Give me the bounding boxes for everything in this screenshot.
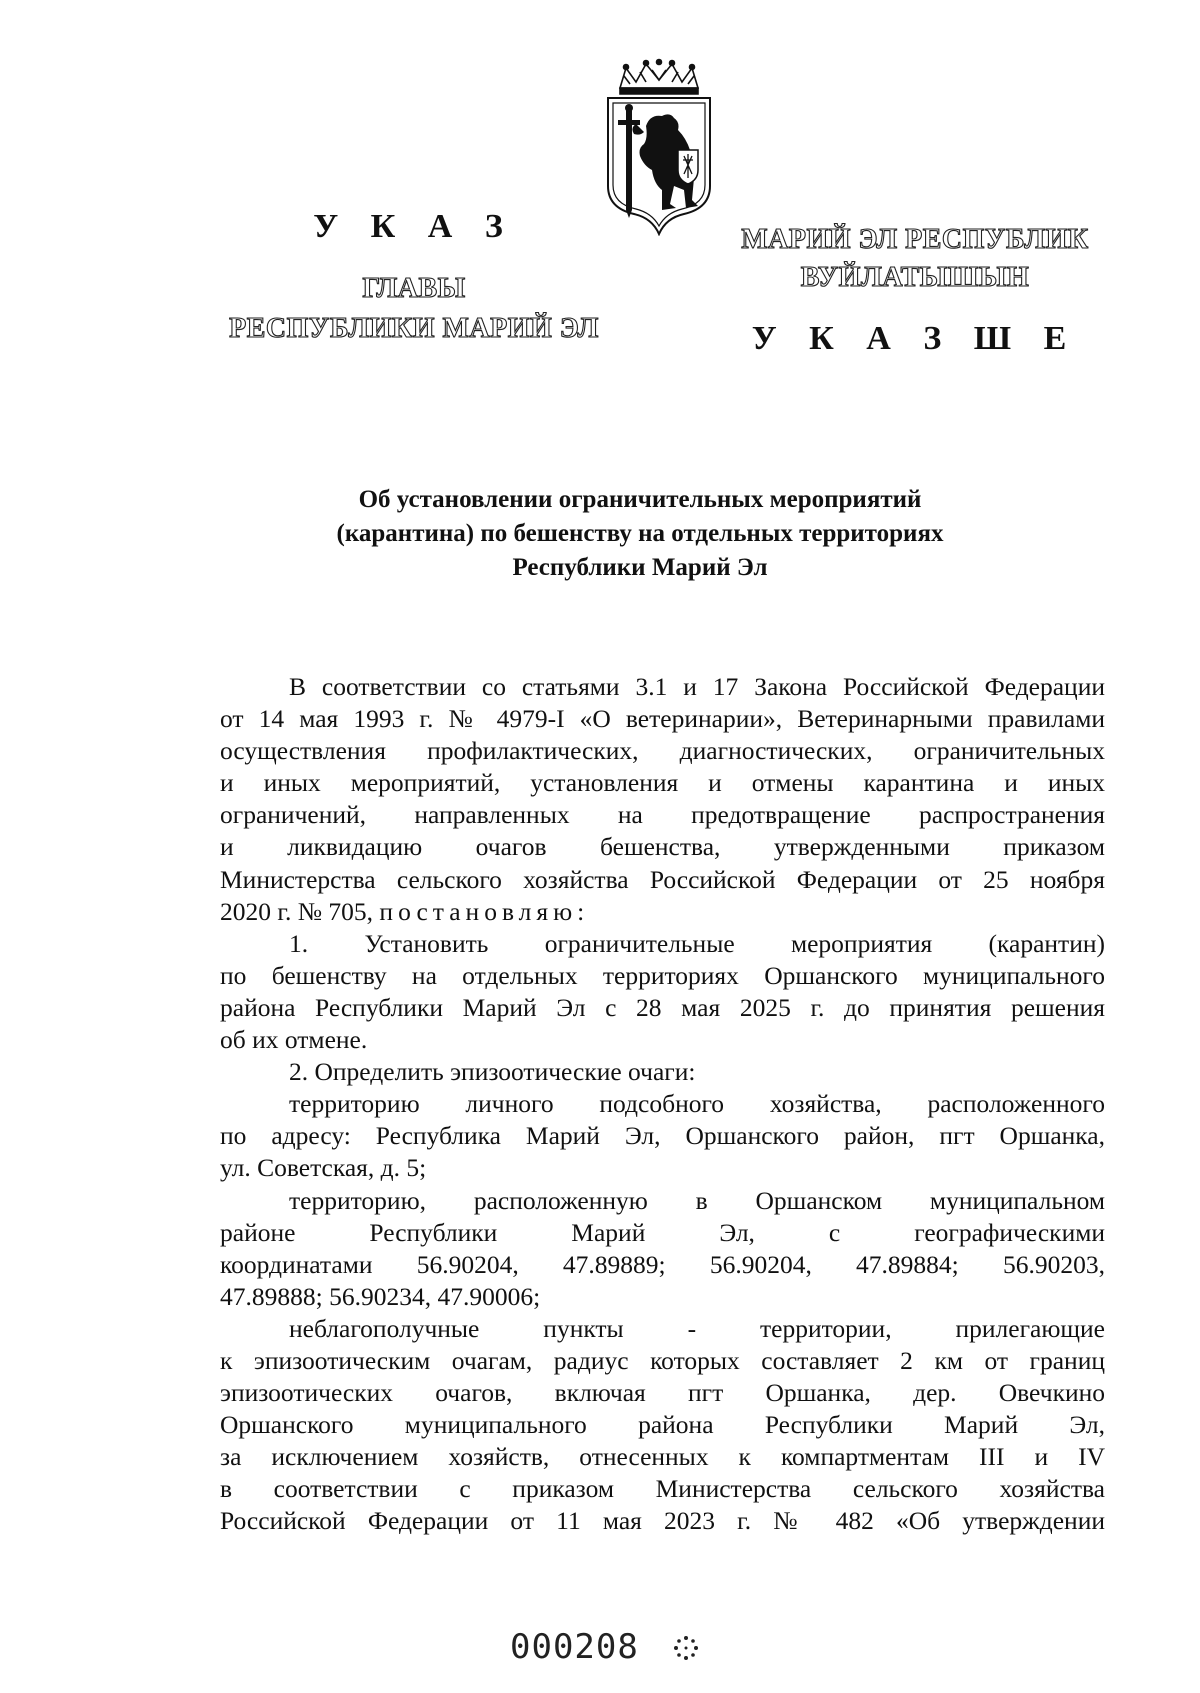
body-line: и иных мероприятий, установления и отмены карантина и иных bbox=[220, 768, 1105, 798]
serial-number: 000208 bbox=[510, 1627, 639, 1667]
body-line: 1. Установить ограничительные мероприятия (карантин) bbox=[289, 928, 1105, 958]
title-line: (карантина) по бешенству на отдельных территориях bbox=[336, 520, 944, 547]
body-line: в соответствии с приказом Министерства сельского хозяйства bbox=[220, 1474, 1105, 1504]
issuer-line-ru-2: РЕСПУБЛИКИ МАРИЙ ЭЛ bbox=[229, 313, 599, 344]
body-line: Министерства сельского хозяйства Российской Федерации от 25 ноября bbox=[220, 864, 1105, 894]
decree-title-ru: У К А З bbox=[313, 208, 515, 245]
body-line: и ликвидацию очагов бешенства, утвержденными приказом bbox=[220, 832, 1105, 862]
issuer-line-mari-2: ВУЙЛАТЫШЫН bbox=[800, 262, 1030, 293]
body-line: территорию личного подсобного хозяйства, расположенного bbox=[289, 1089, 1105, 1119]
body-line: осуществления профилактических, диагностических, ограничительных bbox=[220, 736, 1105, 766]
body-line: неблагополучные пункты - территории, прилегающие bbox=[289, 1313, 1105, 1343]
issuer-line-ru-1: ГЛАВЫ bbox=[362, 273, 466, 304]
body-line: территорию, расположенную в Оршанском муниципальном bbox=[289, 1185, 1105, 1215]
decree-title-mari: У К А З Ш Е bbox=[751, 320, 1079, 357]
body-line: районе Республики Марий Эл, с географическими bbox=[220, 1217, 1105, 1247]
issuer-line-mari-1: МАРИЙ ЭЛ РЕСПУБЛИК bbox=[741, 224, 1089, 255]
title-line: Республики Марий Эл bbox=[512, 554, 768, 581]
body-line: по бешенству на отдельных территориях Оршанского муниципального bbox=[220, 960, 1105, 990]
coat-of-arms-icon bbox=[600, 58, 718, 236]
body-text: 2020 г. № 705, bbox=[220, 896, 374, 926]
body-line: 47.89888; 56.90234, 47.90006; bbox=[220, 1281, 541, 1311]
body-line: ул. Советская, д. 5; bbox=[220, 1153, 427, 1183]
body-line: эпизоотических очагов, включая пгт Оршанка, дер. Овечкино bbox=[220, 1378, 1105, 1408]
body-line bbox=[220, 896, 1105, 928]
body-line: Российской Федерации от 11 мая 2023 г. № 482 «Об утверждении bbox=[220, 1506, 1105, 1536]
body-line: Оршанского муниципального района Республики Марий Эл, bbox=[220, 1410, 1105, 1440]
document-body bbox=[220, 671, 1105, 1538]
document-title bbox=[280, 483, 1000, 585]
body-line: В соответствии со статьями 3.1 и 17 Закона Российской Федерации bbox=[289, 672, 1105, 701]
body-line: за исключением хозяйств, отнесенных к компартментам III и IV bbox=[220, 1442, 1105, 1472]
title-line: Об установлении ограничительных мероприятий bbox=[358, 486, 922, 513]
body-line: по адресу: Республика Марий Эл, Оршанского район, пгт Оршанка, bbox=[220, 1121, 1105, 1151]
asterisk-mark-icon bbox=[672, 1634, 700, 1662]
body-line: координатами 56.90204, 47.89889; 56.90204, 47.89884; 56.90203, bbox=[220, 1249, 1105, 1279]
body-line: к эпизоотическим очагам, радиус которых составляет 2 км от границ bbox=[220, 1345, 1105, 1375]
body-line: об их отмене. bbox=[220, 1025, 368, 1055]
decree-keyword: постановляю: bbox=[379, 896, 590, 926]
body-line: ограничений, направленных на предотвращение распространения bbox=[220, 800, 1105, 830]
body-line: района Республики Марий Эл с 28 мая 2025 г. до принятия решения bbox=[220, 992, 1105, 1022]
body-line: от 14 мая 1993 г. № 4979-I «О ветеринарии», Ветеринарными правилами bbox=[220, 704, 1105, 734]
body-line: 2. Определить эпизоотические очаги: bbox=[289, 1057, 696, 1087]
